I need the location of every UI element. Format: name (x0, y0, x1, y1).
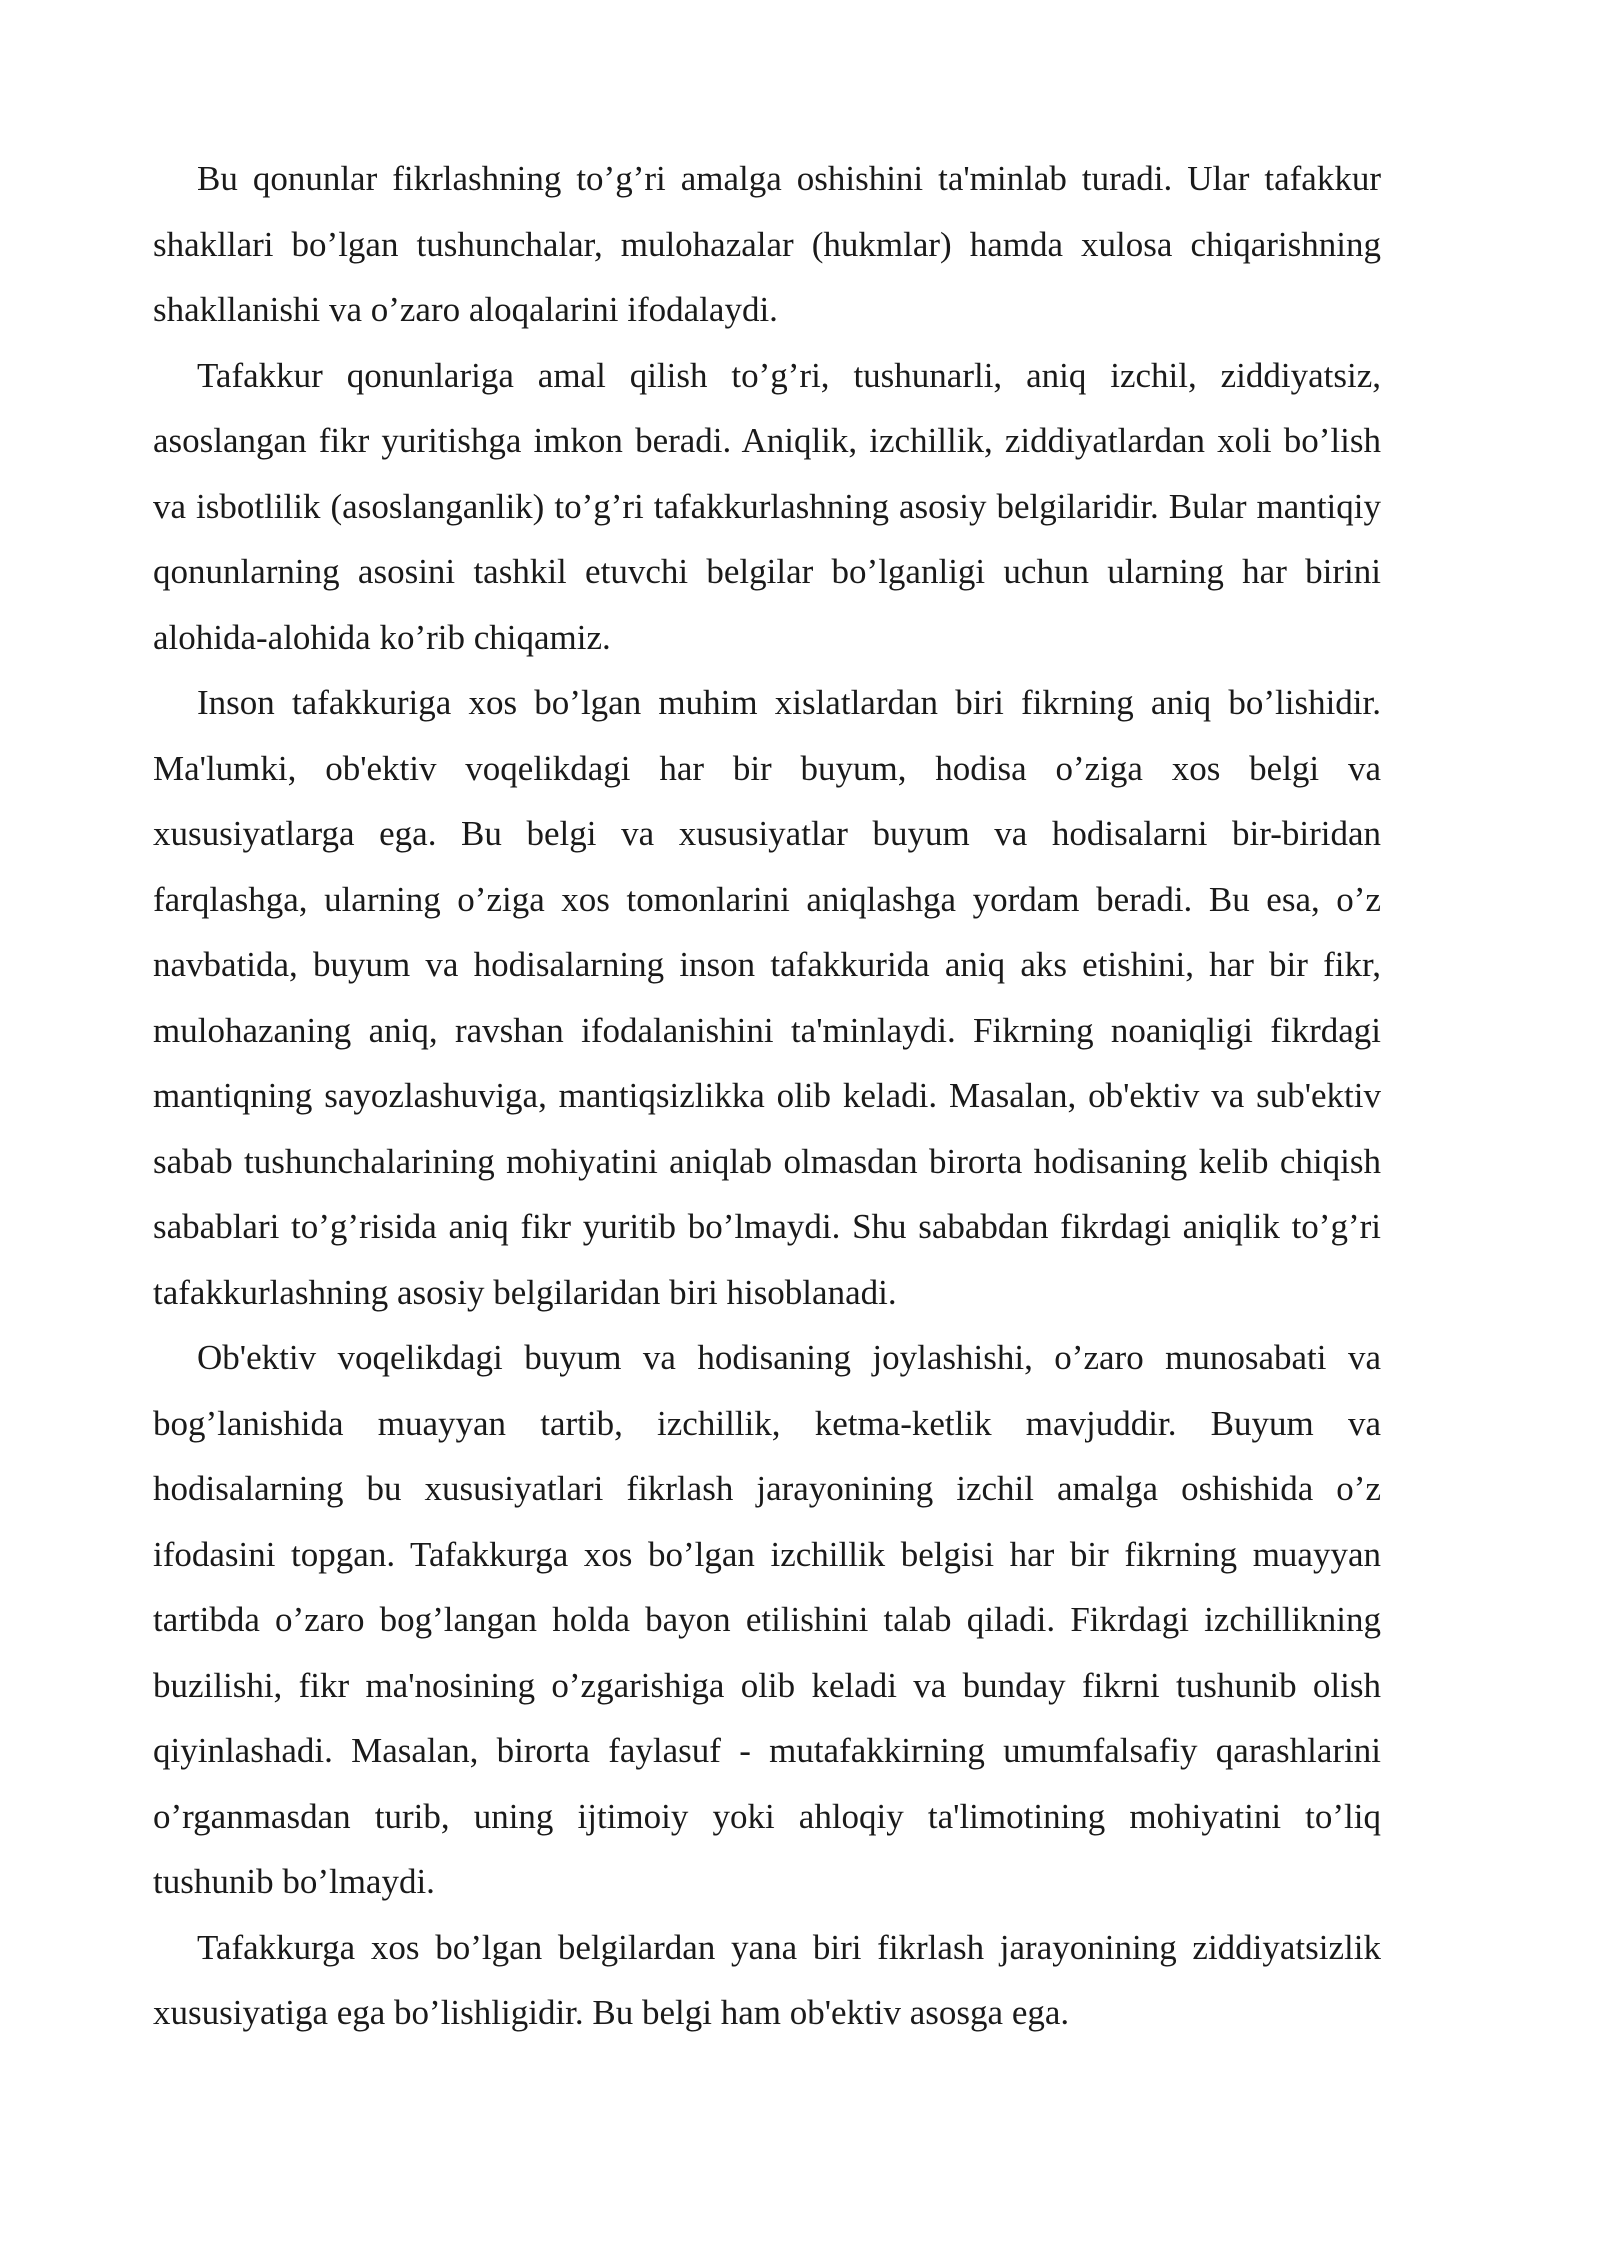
paragraph-1: Bu qonunlar fikrlashning to’g’ri amalga oshishini ta'minlab turadi. Ular tafakkur shakllari bo’lgan tushunchalar, mulohazalar (hukmlar) hamda xulosa chiqarishning shakllanishi va o’zaro aloqalarini ifodalaydi. (153, 159, 1381, 329)
document-page (153, 146, 1381, 2046)
paragraph-5: Tafakkurga xos bo’lgan belgilardan yana biri fikrlash jarayonining ziddiyatsizlik xususiyatiga ega bo’lishligidir. Bu belgi ham ob'ektiv asosga ega. (153, 1927, 1381, 2032)
paragraph-4: Ob'ektiv voqelikdagi buyum va hodisaning joylashishi, o’zaro munosabati va bog’lanishida muayyan tartib, izchillik, ketma-ketlik mavjuddir. Buyum va hodisalarning bu xususiyatlari fikrlash jarayonining izchil amalga oshishida o’z ifodasini topgan. Tafakkurga xos bo’lgan izchillik belgisi har bir fikrning muayyan tartibda o’zaro bog’langan holda bayon etilishini talab qiladi. Fikrdagi izchillikning buzilishi, fikr ma'nosining o’zgarishiga olib keladi va bunday fikrni tushunib olish qiyinlashadi. Masalan, birorta faylasuf - mutafakkirning umumfalsafiy qarashlarini o’rganmasdan turib, uning ijtimoiy yoki ahloqiy ta'limotining mohiyatini to’liq tushunib bo’lmaydi. (153, 1338, 1381, 1901)
paragraph-3: Inson tafakkuriga xos bo’lgan muhim xislatlardan biri fikrning aniq bo’lishidir. Ma'lumki, ob'ektiv voqelikdagi har bir buyum, hodisa o’ziga xos belgi va xususiyatlarga ega. Bu belgi va xususiyatlar buyum va hodisalarni bir-biridan farqlashga, ularning o’ziga xos tomonlarini aniqlashga yordam beradi. Bu esa, o’z navbatida, buyum va hodisalarning inson tafakkurida aniq aks etishini, har bir fikr, mulohazaning aniq, ravshan ifodalanishini ta'minlaydi. Fikrning noaniqligi fikrdagi mantiqning sayozlashuviga, mantiqsizlikka olib keladi. Masalan, ob'ektiv va sub'ektiv sabab tushunchalarining mohiyatini aniqlab olmasdan birorta hodisaning kelib chiqish sabablari to’g’risida aniq fikr yuritib bo’lmaydi. Shu sababdan fikrdagi aniqlik to’g’ri tafakkurlashning asosiy belgilaridan biri hisoblanadi. (153, 683, 1381, 1312)
paragraph-2: Tafakkur qonunlariga amal qilish to’g’ri, tushunarli, aniq izchil, ziddiyatsiz, asoslangan fikr yuritishga imkon beradi. Aniqlik, izchillik, ziddiyatlardan xoli bo’lish va isbotlilik (asoslanganlik) to’g’ri tafakkurlashning asosiy belgilaridir. Bular mantiqiy qonunlarning asosini tashkil etuvchi belgilar bo’lganligi uchun ularning har birini alohida-alohida ko’rib chiqamiz. (153, 355, 1381, 657)
